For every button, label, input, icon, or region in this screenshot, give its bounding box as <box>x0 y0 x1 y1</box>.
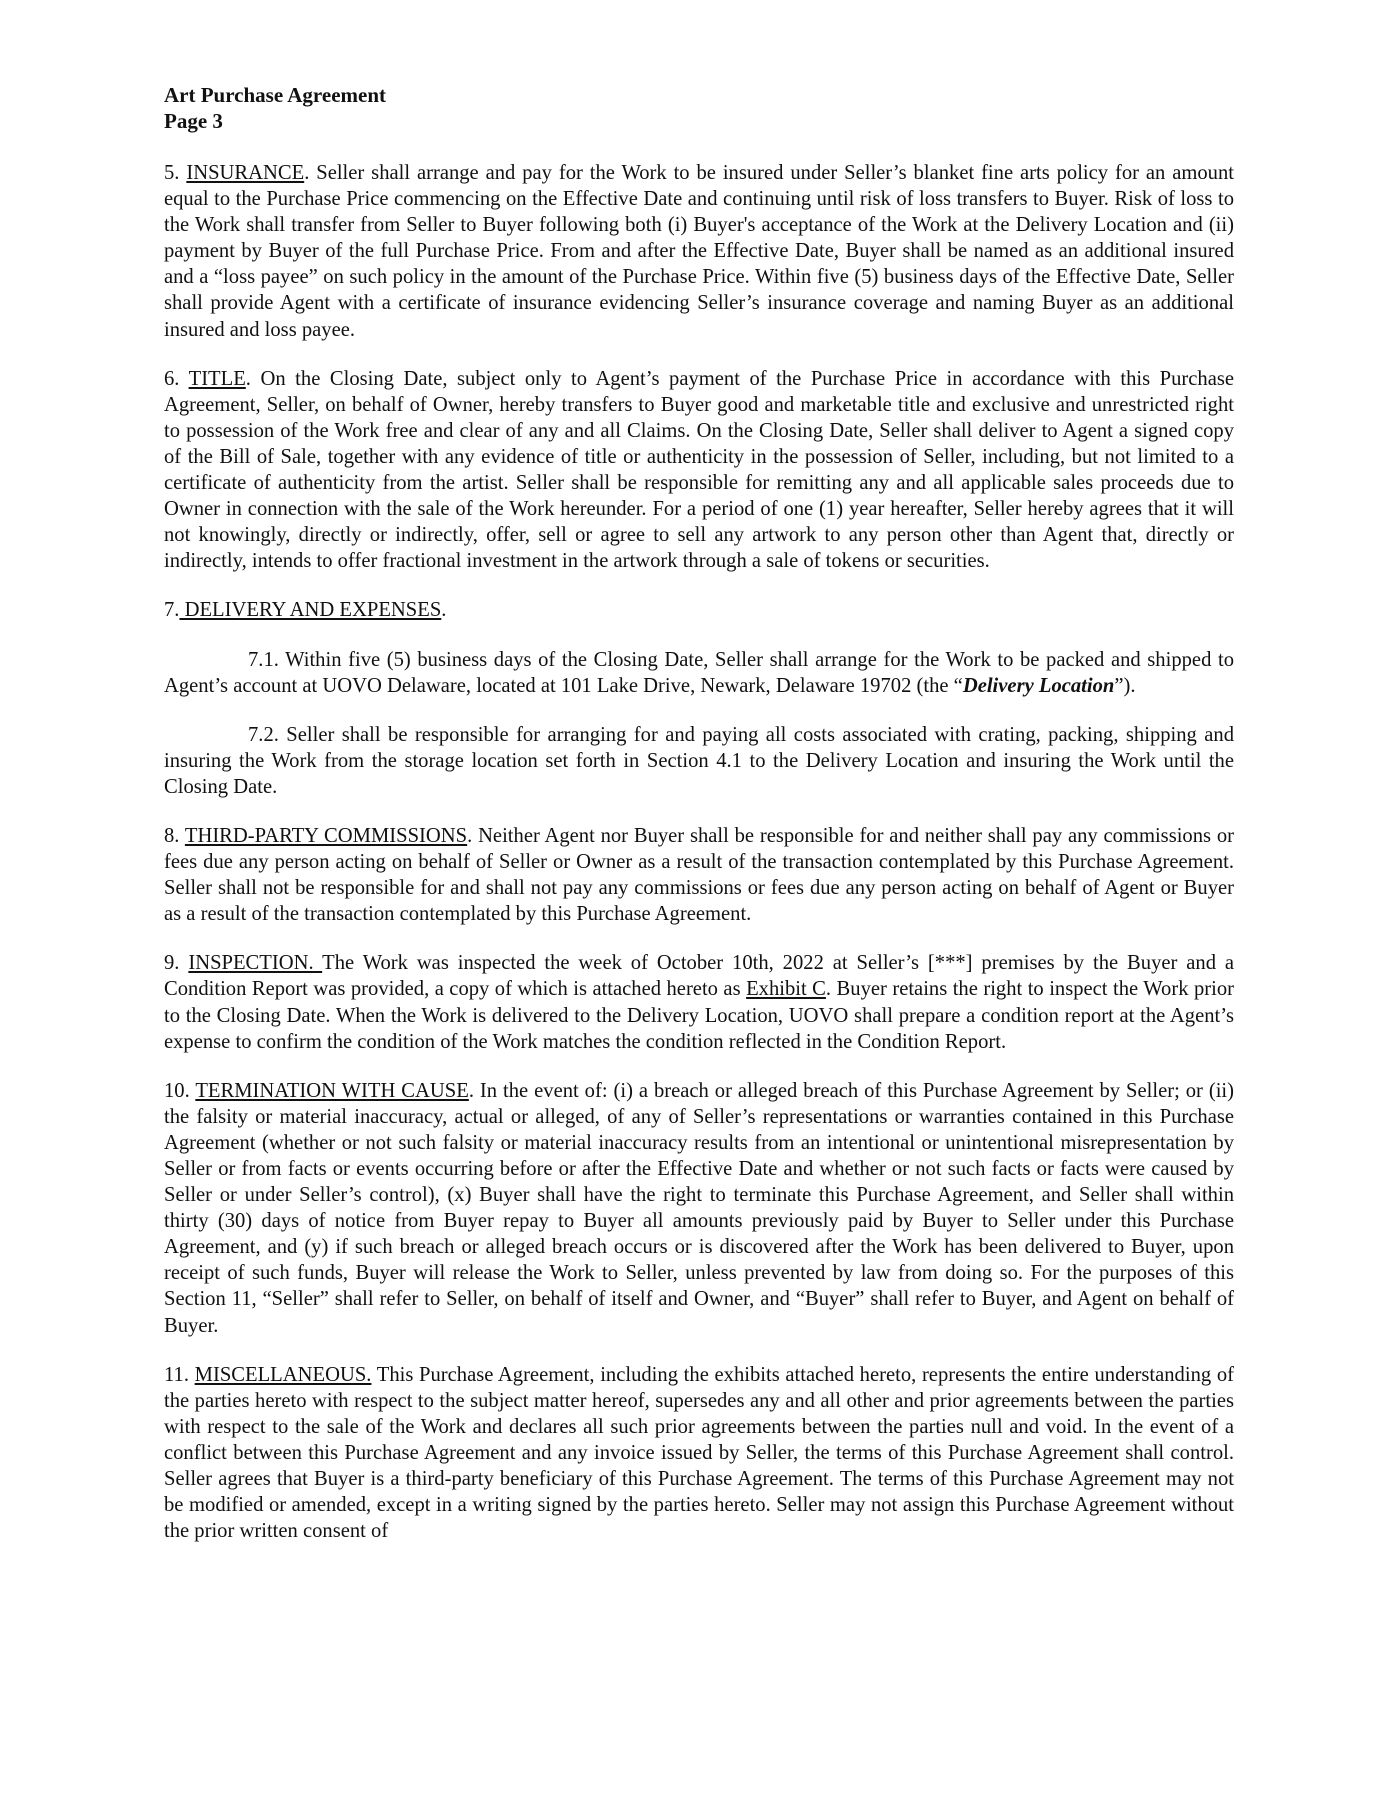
section-text-continued: . Buyer retains the right to inspect the Work prior to the Closing Date. When the Work is delivered to the Delivery Location, UOVO shall prepare a condition report at the Agent’s expense to confirm the condition of the Work matches the condition reflected in the Condition Report. <box>164 978 1234 1053</box>
document-header <box>164 82 1234 134</box>
section-heading: INSURANCE <box>186 162 305 184</box>
page-number: Page 3 <box>164 109 223 133</box>
section-number: 10. <box>164 1079 196 1102</box>
section-text: 7.2. Seller shall be responsible for arranging for and paying all costs associated with crating, packing, shipping and insuring the Work from the storage location set forth in Section 4.1 to the Delivery Location and insuring the Work until the Closing Date. <box>164 723 1234 798</box>
section-text: . <box>441 599 447 622</box>
section-text: 7.1. Within five (5) business days of the Closing Date, Seller shall arrange for the Work to be packed and shipped to Agent’s account at UOVO Delaware, located at 101 Lake Drive, Newark, Delaware 19702 (the “ <box>164 648 1234 697</box>
section-9-inspection <box>164 950 1234 1054</box>
section-text: . On the Closing Date, subject only to Agent’s payment of the Purchase Price in accordance with this Purchase Agreement, Seller, on behalf of Owner, hereby transfers to Buyer good and marketable title and exclusive and unrestricted right to possession of the Work free and clear of any and all Claims. On the Closing Date, Seller shall deliver to Agent a signed copy of the Bill of Sale, together with any evidence of title or authenticity in the possession of Seller, including, but not limited to a certificate of authenticity from the artist. Seller shall be responsible for remitting any and all applicable sales proceeds due to Owner in connection with the sale of the Work hereunder. For a period of one (1) year hereafter, Seller hereby agrees that it will not knowingly, directly or indirectly, offer, sell or agree to sell any artwork to any person other than Agent that, directly or indirectly, intends to offer fractional investment in the artwork through a sale of tokens or securities. <box>164 367 1234 573</box>
section-text: . Neither Agent nor Buyer shall be responsible for and neither shall pay any commissions or fees due any person acting on behalf of Seller or Owner as a result of the transaction contemplated by this Purchase Agreement. Seller shall not be responsible for and shall not pay any commissions or fees due any person acting on behalf of Agent or Buyer as a result of the transaction contemplated by this Purchase Agreement. <box>164 824 1234 926</box>
section-text: . Seller shall arrange and pay for the Work to be insured under Seller’s blanket fine arts policy for an amount equal to the Purchase Price commencing on the Effective Date and continuing until risk of loss transfers to Buyer. Risk of loss to the Work shall transfer from Seller to Buyer following both (i) Buyer's acceptance of the Work at the Delivery Location and (ii) payment by Buyer of the full Purchase Price. From and after the Effective Date, Buyer shall be named as an additional insured and a “loss payee” on such policy in the amount of the Purchase Price. Within five (5) business days of the Effective Date, Seller shall provide Agent with a certificate of insurance evidencing Seller’s insurance coverage and naming Buyer as an additional insured and loss payee. <box>164 162 1234 341</box>
section-text-end: ”). <box>1114 674 1136 697</box>
section-heading: INSPECTION. <box>188 952 323 975</box>
section-7-2 <box>164 722 1234 800</box>
defined-term: Delivery Location <box>962 674 1115 697</box>
exhibit-reference: Exhibit C <box>746 978 826 1001</box>
section-number: 5. <box>164 162 187 184</box>
section-text: The Work was inspected the week of October 10th, 2022 at Seller’s [***] premises by the Buyer and a Condition Report was provided, a copy of which is attached hereto as <box>164 952 1235 1001</box>
section-7-1 <box>164 647 1234 699</box>
section-heading: THIRD-PARTY COMMISSIONS <box>184 824 468 847</box>
section-number: 7. <box>164 599 180 622</box>
section-number: 8. <box>164 824 185 847</box>
section-5-insurance <box>164 160 1234 343</box>
section-heading: DELIVERY AND EXPENSES <box>179 599 442 622</box>
section-text: . In the event of: (i) a breach or alleged breach of this Purchase Agreement by Seller; or (ii) the falsity or material inaccuracy, actual or alleged, of any of Seller’s representations or warranties contained in this Purchase Agreement (whether or not such falsity or material inaccuracy results from an intentional or unintentional misrepresentation by Seller or from facts or events occurring before or after the Effective Date and whether or not such facts or facts were caused by Seller or under Seller’s control), (x) Buyer shall have the right to terminate this Purchase Agreement, and Seller shall within thirty (30) days of notice from Buyer repay to Buyer all amounts previously paid by Buyer to Seller under this Purchase Agreement, and (y) if such breach or alleged breach occurs or is discovered after the Work has been delivered to Buyer, upon receipt of such funds, Buyer will release the Work to Seller, unless prevented by law from doing so. For the purposes of this Section 11, “Seller” shall refer to Seller, on behalf of itself and Owner, and “Buyer” shall refer to Buyer, and Agent on behalf of Buyer. <box>164 1079 1234 1337</box>
section-number: 11. <box>164 1363 195 1386</box>
document-page <box>164 82 1234 1544</box>
section-heading: TERMINATION WITH CAUSE <box>195 1079 469 1102</box>
section-8-commissions <box>164 823 1234 927</box>
section-number: 6. <box>164 367 189 390</box>
section-6-title <box>164 366 1234 575</box>
section-heading: TITLE <box>188 367 246 390</box>
section-10-termination <box>164 1078 1234 1339</box>
section-11-miscellaneous <box>164 1362 1234 1545</box>
section-text: This Purchase Agreement, including the exhibits attached hereto, represents the entire understanding of the parties hereto with respect to the subject matter hereof, supersedes any and all other and prior agreements between the parties with respect to the sale of the Work and declares all such prior agreements between the parties null and void. In the event of a conflict between this Purchase Agreement and any invoice issued by Seller, the terms of this Purchase Agreement shall control. Seller agrees that Buyer is a third-party beneficiary of this Purchase Agreement. The terms of this Purchase Agreement may not be modified or amended, except in a writing signed by the parties hereto. Seller may not assign this Purchase Agreement without the prior written consent of <box>164 1363 1234 1543</box>
document-title: Art Purchase Agreement <box>164 83 386 107</box>
section-7-delivery <box>164 597 1234 623</box>
section-number: 9. <box>164 952 189 975</box>
section-heading: MISCELLANEOUS. <box>194 1363 372 1386</box>
